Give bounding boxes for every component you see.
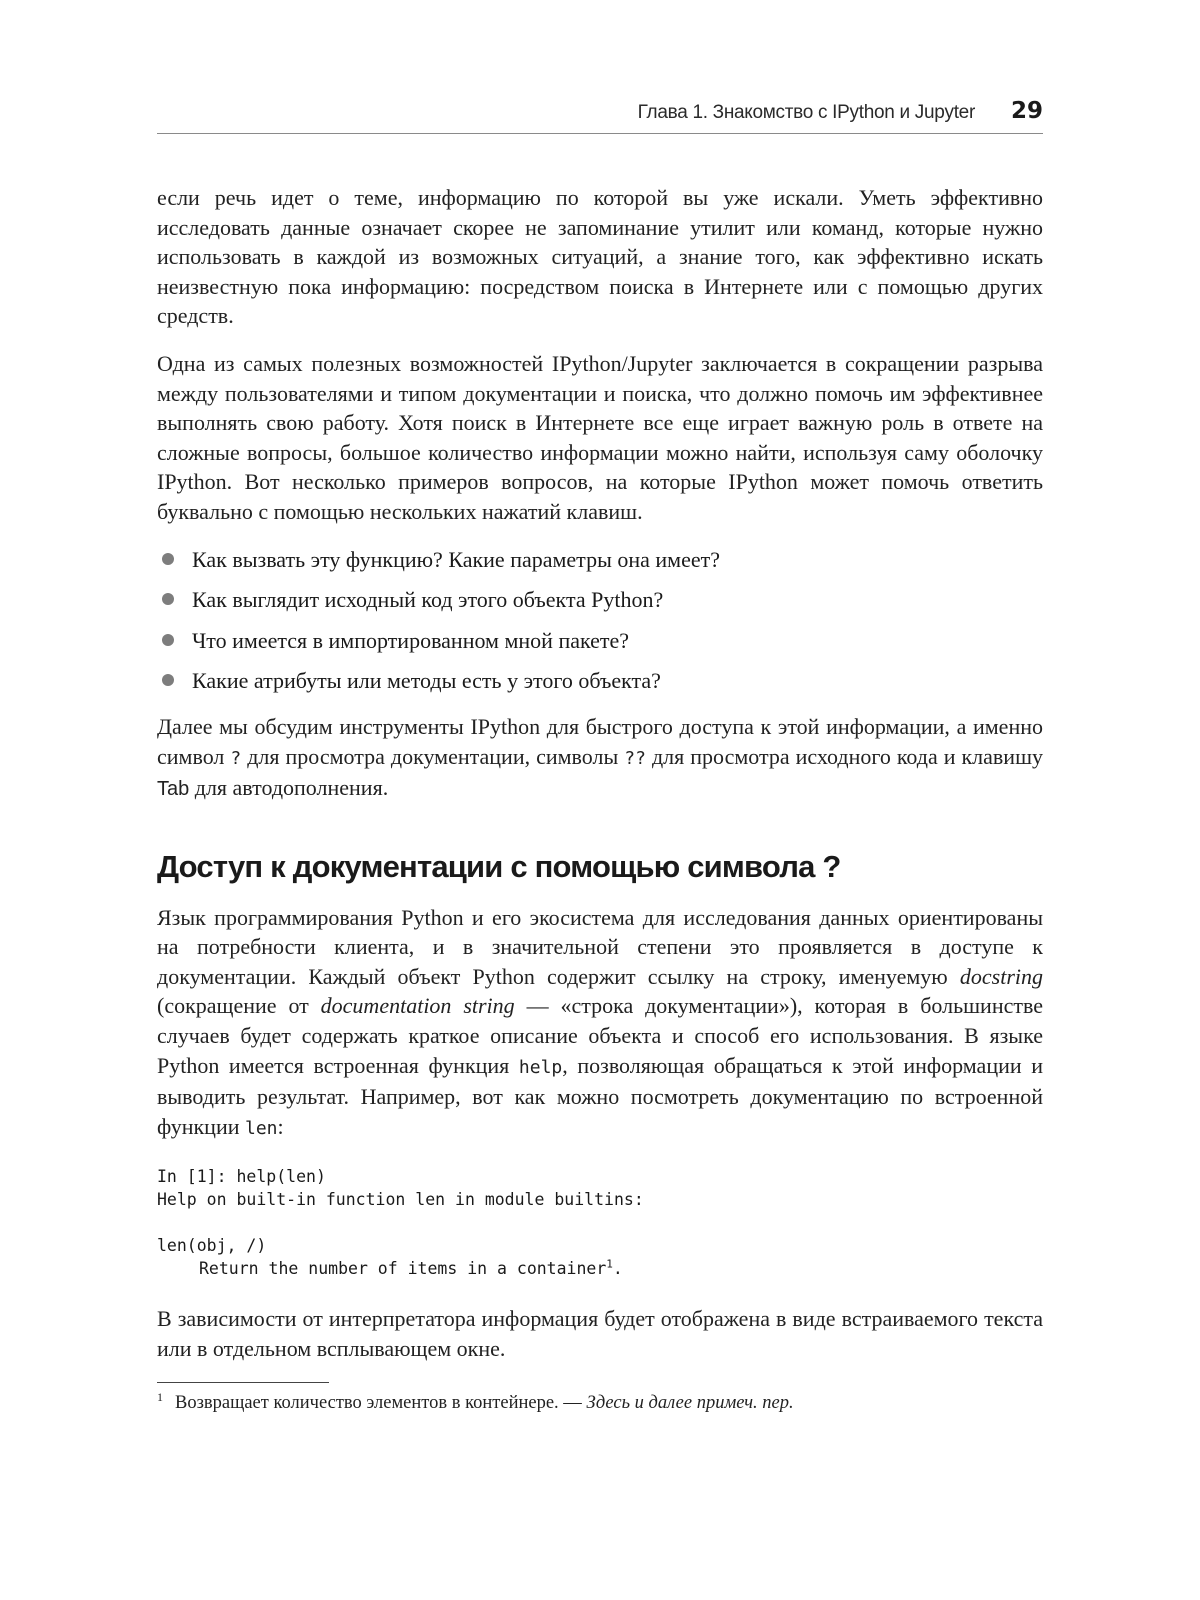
len-code: len	[245, 1117, 278, 1139]
running-head	[157, 96, 1043, 134]
footnote-text	[175, 1393, 794, 1414]
page-content	[157, 183, 1043, 1414]
list-item-text: Как вызвать эту функцию? Какие параметры она имеет?	[192, 546, 720, 572]
footnote-mark: 1	[157, 1389, 163, 1404]
term-docstring: docstring	[959, 963, 1043, 989]
paragraph-docstring	[157, 903, 1043, 1144]
docstring-text-5: :	[277, 1113, 284, 1139]
bullet-icon	[162, 674, 174, 686]
footnote-main: Возвращает количество элементов в контейнере. —	[175, 1392, 582, 1413]
code-line: len(obj, /)	[157, 1236, 267, 1256]
tools-text-1: Далее мы обсудим инструменты IPython для быстрого доступа к этой информации, а именно символ	[157, 713, 1043, 769]
code-line-end: .	[612, 1259, 623, 1279]
paragraph-tools	[157, 712, 1043, 805]
paragraph-intro: если речь идет о теме, информацию по которой вы уже искали. Уметь эффективно исследовать данные означает скорее не запоминание утилит или команд, которые нужно использовать в каждой из возможных ситуаций, а знание того, как эффективно искать неизвестную пока информацию: посредством поиска в Интернете или с помощью других средств.	[157, 185, 1043, 329]
question-symbol: ?	[230, 747, 242, 769]
docstring-text-3: — «строка документации»), которая в большинстве случаев будет содержать краткое описание объекта и способ его использования. В языке Python имеется встроенная функция	[157, 993, 1043, 1078]
double-question-symbol: ??	[624, 747, 646, 769]
page-number: 29	[1010, 98, 1043, 124]
footnote-italic: Здесь и далее примеч. пер.	[586, 1392, 794, 1413]
bullet-icon	[162, 553, 174, 565]
list-item	[157, 545, 1043, 575]
code-line: Help on built-in function len in module builtins:	[157, 1190, 644, 1210]
question-list	[157, 545, 1043, 696]
docstring-text-2: (сокращение от	[157, 993, 309, 1019]
code-line: In [1]: help(len)	[157, 1167, 326, 1187]
list-item-text: Что имеется в импортированном мной пакете?	[192, 627, 630, 653]
code-line	[157, 1259, 623, 1278]
footnote-ref: 1	[606, 1257, 613, 1271]
footnote-divider	[157, 1382, 329, 1383]
list-item	[157, 666, 1043, 696]
book-page	[157, 96, 1043, 1414]
term-documentation-string: documentation string	[320, 993, 515, 1019]
tools-text-2: для просмотра документации, символы	[247, 743, 619, 769]
list-item	[157, 626, 1043, 656]
tools-text-4: для автодополнения.	[194, 775, 389, 801]
footnote	[157, 1389, 1043, 1414]
docstring-text-1: Язык программирования Python и его экосистема для исследования данных ориентированы на потребности клиента, и в значительной степени это проявляется в доступе к документации. Каждый объект Python содержит ссылку на строку, именуемую	[157, 904, 1043, 989]
paragraph-ipython-search: Одна из самых полезных возможностей IPython/Jupyter заключается в сокращении разрыва между пользователями и типом документации и поиска, что должно помочь им эффективнее выполнять свою работу. Хотя поиск в Интернете все еще играет важную роль в ответе на сложные вопросы, большое количество информации можно найти, используя саму оболочку IPython. Вот несколько примеров вопросов, на которые IPython может помочь ответить буквально с помощью нескольких нажатий клавиш.	[157, 350, 1043, 524]
tab-key-label: Tab	[157, 778, 190, 801]
list-item-text: Как выглядит исходный код этого объекта Python?	[192, 587, 664, 613]
chapter-title: Глава 1. Знакомство с IPython и Jupyter	[637, 102, 975, 123]
help-code: help	[518, 1056, 563, 1078]
paragraph-display: В зависимости от интерпретатора информация будет отображена в виде встраиваемого текста или в отдельном всплывающем окне.	[157, 1306, 1043, 1362]
list-item	[157, 585, 1043, 615]
bullet-icon	[162, 593, 174, 605]
list-item-text: Какие атрибуты или методы есть у этого объекта?	[192, 668, 661, 694]
tools-text-3: для просмотра исходного кода и клавишу	[651, 743, 1044, 769]
bullet-icon	[162, 634, 174, 646]
code-block	[157, 1165, 1043, 1280]
code-line-text: Return the number of items in a container	[199, 1259, 607, 1279]
section-heading: Доступ к документации с помощью символа ?	[157, 848, 841, 884]
docstring-text-4: , позволяющая обращаться к этой информации и выводить результат. Например, вот как можно посмотреть документацию по встроенной функции	[157, 1052, 1044, 1139]
